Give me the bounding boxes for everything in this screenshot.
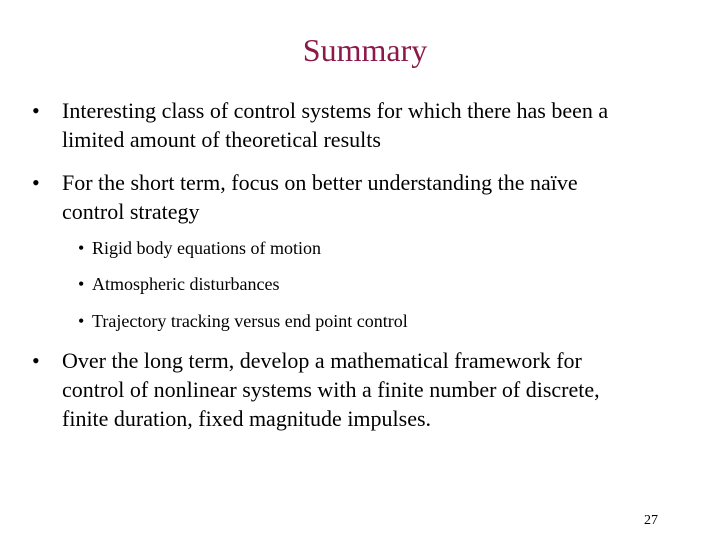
sub-bullet-3 bbox=[78, 309, 408, 333]
bullet-3-line-2: control of nonlinear systems with a finite number of discrete, bbox=[62, 377, 600, 402]
sub-bullet-marker: • bbox=[78, 311, 85, 331]
sub-bullet-marker: • bbox=[78, 238, 85, 258]
bullet-marker: • bbox=[32, 348, 40, 373]
bullet-2-line-2: control strategy bbox=[62, 199, 200, 224]
bullet-1-line-1: Interesting class of control systems for which there has been a bbox=[62, 98, 609, 123]
sub-bullet-2-text: Atmospheric disturbances bbox=[92, 274, 280, 294]
bullet-1-line-2: limited amount of theoretical results bbox=[62, 127, 381, 152]
bullet-marker: • bbox=[32, 98, 40, 123]
sub-bullet-marker: • bbox=[78, 274, 85, 294]
bullet-3 bbox=[32, 346, 702, 433]
bullet-marker: • bbox=[32, 170, 40, 195]
bullet-1 bbox=[32, 96, 692, 154]
sub-bullet-3-text: Trajectory tracking versus end point control bbox=[92, 311, 408, 331]
bullet-3-line-1: Over the long term, develop a mathematical framework for bbox=[62, 348, 582, 373]
sub-bullet-2 bbox=[78, 272, 279, 296]
bullet-3-line-3: finite duration, fixed magnitude impulses. bbox=[62, 406, 432, 431]
bullet-2-line-1: For the short term, focus on better understanding the naïve bbox=[62, 170, 578, 195]
bullet-2 bbox=[32, 168, 692, 226]
sub-bullet-1 bbox=[78, 236, 321, 260]
sub-bullet-1-text: Rigid body equations of motion bbox=[92, 238, 321, 258]
slide-title: Summary bbox=[302, 32, 428, 68]
page-number: 27 bbox=[644, 513, 658, 528]
